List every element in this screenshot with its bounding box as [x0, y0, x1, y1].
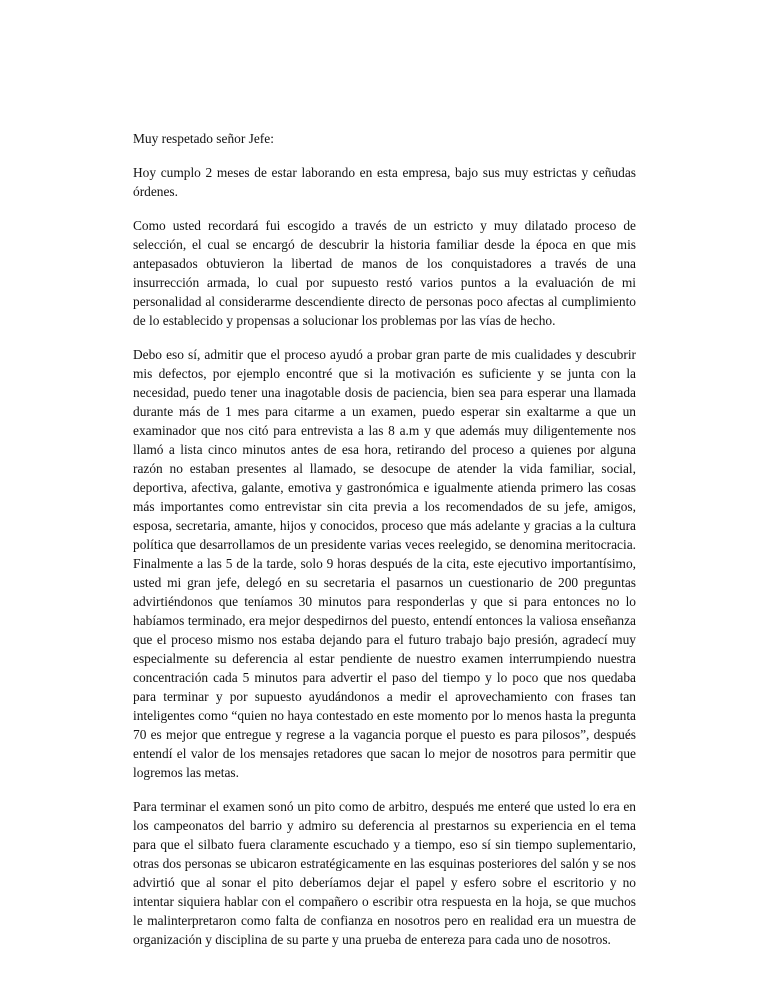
salutation: Muy respetado señor Jefe: [133, 131, 274, 146]
paragraph-1: Hoy cumplo 2 meses de estar laborando en esta empresa, bajo sus muy estrictas y ceñudas órdenes. [133, 165, 636, 199]
paragraph-4: Para terminar el examen sonó un pito como de arbitro, después me enteré que usted lo era en los campeonatos del barrio y admiro su deferencia al prestarnos su experiencia en el tema para que el silbato fuera claramente escuchado y a tiempo, eso sí sin tiempo suplementario, otras dos personas se ubicaron estratégicamente en las esquinas posteriores del salón y se nos advirtió que al sonar el pito deberíamos dejar el papel y esfero sobre el escritorio y no intentar siquiera hablar con el compañero o escribir otra respuesta en la hoja, se que muchos le malinterpretaron como falta de confianza en nosotros pero en realidad era un muestra de organización y disciplina de su parte y una prueba de entereza para cada uno de nosotros. [133, 799, 636, 947]
paragraph-3: Debo eso sí, admitir que el proceso ayudó a probar gran parte de mis cualidades y descubrir mis defectos, por ejemplo encontré que si la motivación es suficiente y se junta con la necesidad, puedo tener una inagotable dosis de paciencia, bien sea para esperar una llamada durante más de 1 mes para citarme a un examen, puedo esperar sin exaltarme a que un examinador que nos citó para entrevista a las 8 a.m y que además muy diligentemente nos llamó a lista cinco minutos antes de esa hora, retirando del proceso a quienes por alguna razón no estaban presentes al llamado, se desocupe de atender la vida familiar, social, deportiva, afectiva, galante, emotiva y gastronómica e igualmente atienda primero las cosas más importantes como entrevistar sin cita previa a los recomendados de su jefe, amigos, esposa, secretaria, amante, hijos y conocidos, proceso que más adelante y gracias a la cultura política que desarrollamos de un presidente varias veces reelegido, se denomina meritocracia. Finalmente a las 5 de la tarde, solo 9 horas después de la cita, este ejecutivo importantísimo, usted mi gran jefe, delegó en su secretaria el pasarnos un cuestionario de 200 preguntas advirtiéndonos que teníamos 30 minutos para responderlas y que si para entonces no lo habíamos terminado, era mejor despedirnos del puesto, entendí entonces la valiosa enseñanza que el proceso mismo nos estaba dejando para el futuro trabajo bajo presión, agradecí muy especialmente su deferencia al estar pendiente de nuestro examen interrumpiendo nuestra concentración cada 5 minutos para advertir el paso del tiempo y lo poco que nos quedaba para terminar y por supuesto ayudándonos a medir el aprovechamiento con frases tan inteligentes como “quien no haya contestado en este momento por lo menos hasta la pregunta 70 es mejor que entregue y regrese a la vagancia porque el puesto es para pilosos”, después entendí el valor de los mensajes retadores que sacan lo mejor de nosotros para permitir que logremos las metas. [133, 347, 636, 780]
letter-page [133, 129, 636, 964]
paragraph-2: Como usted recordará fui escogido a través de un estricto y muy dilatado proceso de selección, el cual se encargó de descubrir la historia familiar desde la época en que mis antepasados obtuvieron la libertad de manos de los conquistadores a través de una insurrección armada, lo cual por supuesto restó varios puntos a la evaluación de mi personalidad al considerarme descendiente directo de personas poco afectas al cumplimiento de lo establecido y propensas a solucionar los problemas por las vías de hecho. [133, 218, 636, 328]
